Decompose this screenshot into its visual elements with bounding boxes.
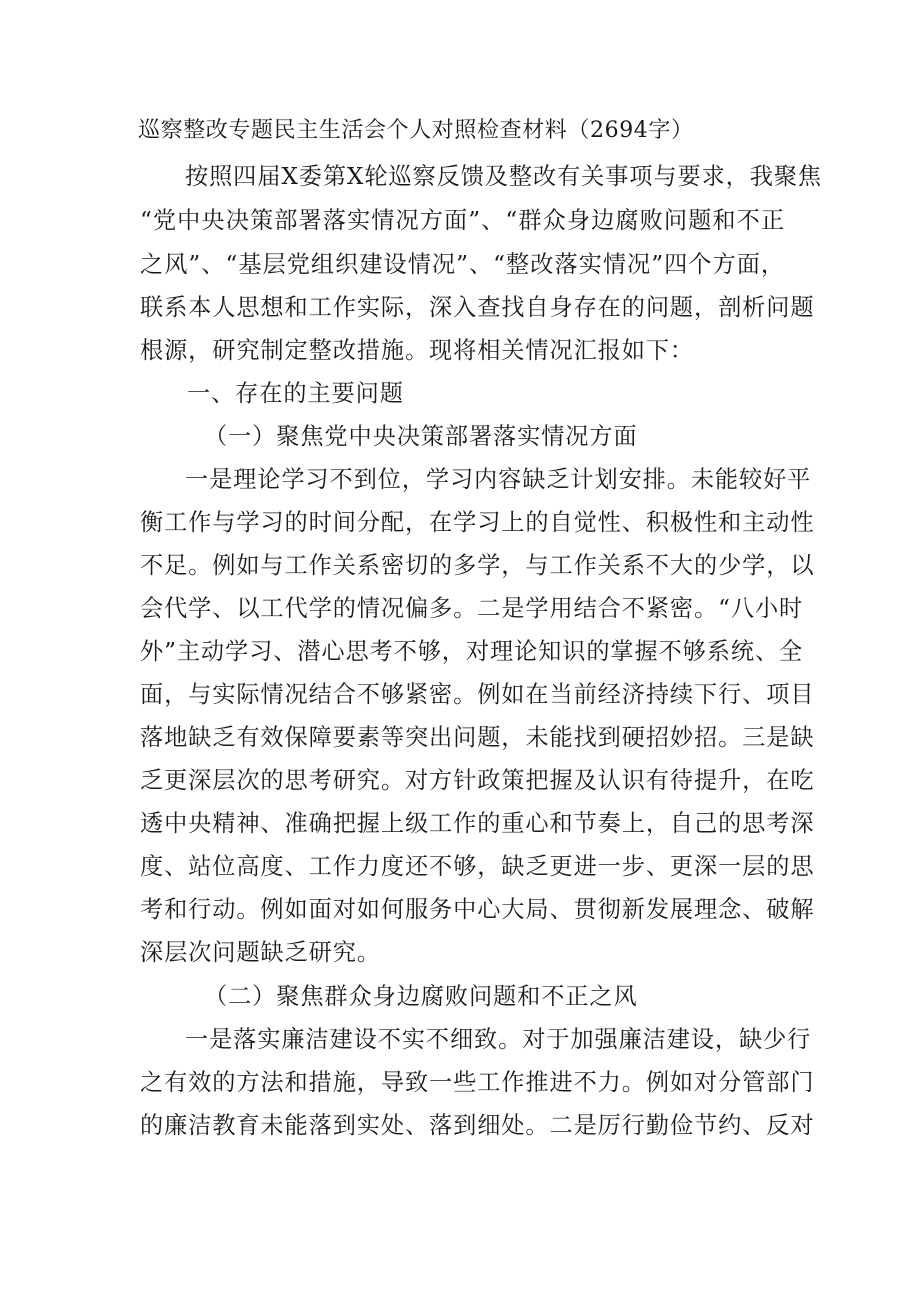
paragraph-line: 度、站位高度、工作力度还不够，缺乏更进一步、更深一层的思	[140, 853, 815, 880]
paragraph-line: 考和行动。例如面对如何服务中心大局、贯彻新发展理念、破解	[140, 896, 815, 923]
paragraph-line: 落地缺乏有效保障要素等突出问题，未能找到硬招妙招。三是缺	[140, 724, 815, 751]
document-title: 巡察整改专题民主生活会个人对照检查材料（2694字）	[138, 118, 694, 143]
paragraph-line: 面，与实际情况结合不够紧密。例如在当前经济持续下行、项目	[140, 681, 815, 708]
paragraph-line: 根源，研究制定整改措施。现将相关情况汇报如下：	[140, 337, 695, 364]
paragraph-line: 乏更深层次的思考研究。对方针政策把握及认识有待提升，在吃	[140, 767, 815, 794]
subsection-heading: （一）聚焦党中央决策部署落实情况方面	[204, 423, 638, 450]
paragraph-line: “党中央决策部署落实情况方面”、“群众身边腐败问题和不正	[140, 207, 785, 234]
paragraph-line: 透中央精神、准确把握上级工作的重心和节奏上，自己的思考深	[140, 810, 815, 837]
paragraph-line: 不足。例如与工作关系密切的多学，与工作关系不大的少学，以	[140, 552, 815, 579]
paragraph-line: 按照四届X委第X轮巡察反馈及整改有关事项与要求，我聚焦	[185, 163, 822, 190]
paragraph-line: 会代学、以工代学的情况偏多。二是学用结合不紧密。“八小时	[140, 595, 804, 622]
paragraph-line: 联系本人思想和工作实际，深入查找自身存在的问题，剖析问题	[140, 294, 815, 321]
subsection-heading: （二）聚焦群众身边腐败问题和不正之风	[204, 983, 638, 1010]
paragraph-line: 深层次问题缺乏研究。	[140, 939, 381, 966]
section-heading: 一、存在的主要问题	[187, 380, 404, 407]
paragraph-line: 一是理论学习不到位，学习内容缺乏计划安排。未能较好平	[185, 466, 812, 493]
paragraph-line: 衡工作与学习的时间分配，在学习上的自觉性、积极性和主动性	[140, 509, 815, 536]
paragraph-line: 外”主动学习、潜心思考不够，对理论知识的掌握不够系统、全	[140, 638, 804, 665]
paragraph-line: 的廉洁教育未能落到实处、落到细处。二是厉行勤俭节约、反对	[140, 1112, 815, 1139]
paragraph-line: 之有效的方法和措施，导致一些工作推进不力。例如对分管部门	[140, 1069, 815, 1096]
paragraph-line: 之风”、“基层党组织建设情况”、“整改落实情况”四个方面，	[140, 251, 785, 278]
paragraph-line: 一是落实廉洁建设不实不细致。对于加强廉洁建设，缺少行	[185, 1026, 812, 1053]
